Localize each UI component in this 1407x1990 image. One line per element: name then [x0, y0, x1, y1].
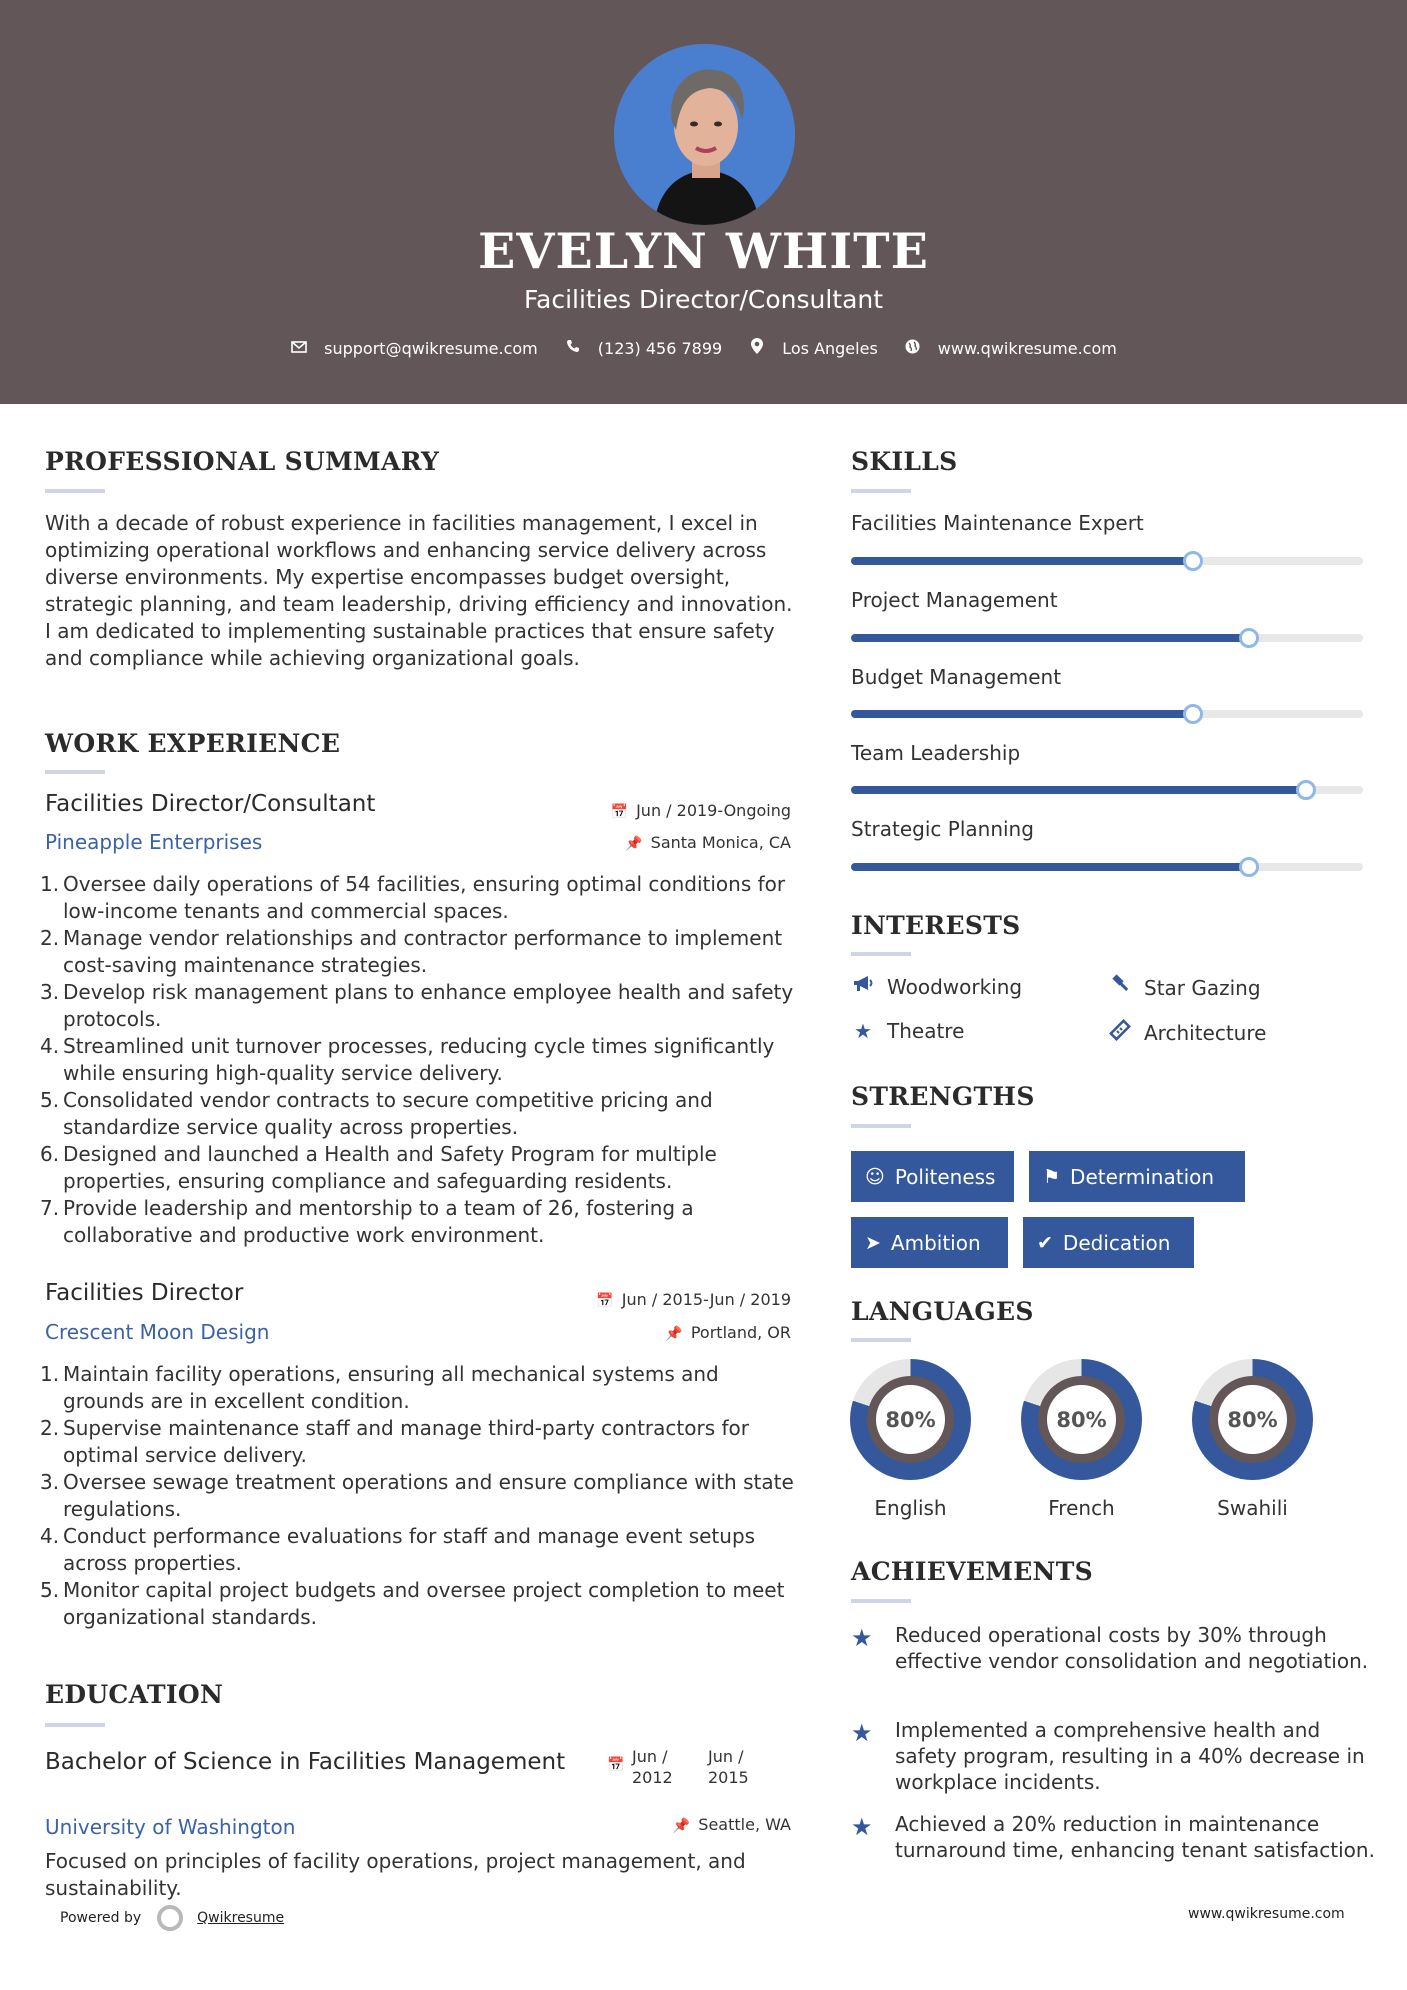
language-name: French: [1048, 1496, 1115, 1520]
job-dates: [596, 1290, 791, 1309]
job-dates-text: Jun / 2019-Ongoing: [636, 801, 791, 820]
skill-bar-fill: [851, 710, 1193, 718]
list-text: Streamlined unit turnover processes, reducing cycle times significantly while ensuring high-quality service delivery.: [63, 1034, 775, 1085]
language-ring: [1021, 1359, 1142, 1480]
list-text: Oversee daily operations of 54 facilities, ensuring optimal conditions for low-income tenants and commercial spaces.: [63, 872, 786, 923]
list-item: [40, 1415, 800, 1469]
shooting-star-icon: ★: [851, 1624, 873, 1652]
list-text: Designed and launched a Health and Safety Program for multiple properties, ensuring compliance and safeguarding residents.: [63, 1142, 717, 1193]
interest-label: Architecture: [1144, 1020, 1267, 1045]
edu-end-line: 2015: [708, 1768, 749, 1787]
check-circle-icon: ✔: [1037, 1231, 1053, 1254]
skill-name: Strategic Planning: [851, 817, 1034, 841]
school-name[interactable]: University of Washington: [45, 1815, 296, 1839]
skill-bar-knob: [1183, 551, 1203, 571]
interest-item: [1108, 974, 1261, 1001]
contact-email[interactable]: [290, 339, 538, 358]
list-number: 1.: [40, 1362, 60, 1386]
list-item: [40, 925, 800, 979]
section-divider: [45, 1723, 105, 1727]
skill-bar-knob: [1296, 780, 1316, 800]
strength-badge: [851, 1151, 1014, 1202]
list-number: 2.: [40, 1416, 60, 1440]
skill-bar-knob: [1239, 628, 1259, 648]
summary-text: With a decade of robust experience in facilities management, I excel in optimizing operational workflows and enhancing service delivery across diverse environments. My expertise encompasses budget oversight, strategic planning, and team leadership, driving efficiency and innovation. I am dedicated to implementing sustainable practices that ensure safety and compliance while achieving organizational goals.: [45, 511, 793, 670]
section-divider: [851, 1599, 911, 1603]
megaphone-icon: [851, 974, 875, 999]
company-name[interactable]: Crescent Moon Design: [45, 1320, 270, 1344]
job-responsibilities: [40, 871, 800, 1249]
skill-bar: [851, 557, 1363, 565]
achievement-text: Achieved a 20% reduction in maintenance turnaround time, enhancing tenant satisfaction.: [895, 1812, 1375, 1862]
job-title: Facilities Director: [45, 1280, 244, 1306]
contact-email-text: support@qwikresume.com: [324, 338, 538, 358]
edu-location-text: Seattle, WA: [698, 1815, 791, 1834]
strength-label: Ambition: [890, 1230, 981, 1255]
contact-website-text: www.qwikresume.com: [937, 338, 1117, 358]
edu-start-line: Jun /: [632, 1747, 668, 1766]
list-number: 2.: [40, 926, 60, 950]
list-item: [40, 1033, 800, 1087]
section-divider: [851, 1124, 911, 1128]
strength-badge: [1029, 1151, 1245, 1202]
ruler-icon: [1108, 1019, 1132, 1046]
edu-start-line: 2012: [632, 1768, 673, 1787]
qwikresume-logo-icon: [157, 1905, 183, 1931]
strength-badge: [1023, 1217, 1194, 1268]
list-item: [40, 871, 800, 925]
smile-icon: ☺: [865, 1165, 885, 1188]
job-location: [665, 1323, 791, 1342]
list-item: [40, 1469, 800, 1523]
job-title: Facilities Director/Consultant: [45, 791, 376, 817]
candidate-title: Facilities Director/Consultant: [523, 285, 884, 314]
interests-heading: INTERESTS: [851, 911, 1021, 940]
skill-name: Team Leadership: [851, 741, 1021, 765]
section-divider: [45, 770, 105, 774]
contact-phone[interactable]: [564, 339, 722, 358]
skill-name: Facilities Maintenance Expert: [851, 511, 1144, 535]
list-item: [40, 979, 800, 1033]
gavel-icon: [1108, 974, 1132, 1001]
strength-label: Politeness: [894, 1164, 996, 1189]
job-location: [625, 833, 791, 852]
languages-heading: LANGUAGES: [851, 1297, 1034, 1326]
list-item: [40, 1087, 800, 1141]
language-ring: [1192, 1359, 1313, 1480]
list-item: [40, 1141, 800, 1195]
list-text: Develop risk management plans to enhance employee health and safety protocols.: [63, 980, 794, 1031]
list-number: 5.: [40, 1578, 60, 1602]
list-number: 6.: [40, 1142, 60, 1166]
skill-bar-fill: [851, 557, 1193, 565]
achievement-text: Reduced operational costs by 30% through effective vendor consolidation and negotiation.: [895, 1623, 1369, 1673]
list-number: 1.: [40, 872, 60, 896]
interest-item: [1108, 1019, 1266, 1046]
edu-location: [673, 1815, 791, 1834]
contact-phone-text: (123) 456 7899: [597, 338, 723, 358]
list-text: Maintain facility operations, ensuring all mechanical systems and grounds are in excellent condition.: [63, 1362, 719, 1413]
calendar-icon: 📅: [607, 1757, 625, 1773]
pushpin-icon: 📌: [625, 836, 643, 852]
edu-start-date: [632, 1746, 673, 1788]
resume-header: [0, 0, 1407, 404]
skill-bar-fill: [851, 634, 1249, 642]
skill-bar: [851, 863, 1363, 871]
job-location-text: Santa Monica, CA: [650, 833, 791, 852]
education-heading: EDUCATION: [45, 1680, 224, 1709]
skill-bar: [851, 786, 1363, 794]
language-name: Swahili: [1217, 1496, 1288, 1520]
edu-end-line: Jun /: [708, 1747, 744, 1766]
list-number: 3.: [40, 1470, 60, 1494]
language-percent: 80%: [876, 1385, 945, 1454]
list-item: [40, 1523, 800, 1577]
envelope-icon: [290, 339, 308, 357]
achievement-text: Implemented a comprehensive health and safety program, resulting in a 40% decrease in workplace incidents.: [895, 1718, 1365, 1794]
profile-photo: [614, 44, 795, 225]
job-location-text: Portland, OR: [690, 1323, 791, 1342]
shooting-star-icon: ★: [851, 1813, 873, 1841]
language-percent: 80%: [1047, 1385, 1116, 1454]
list-number: 3.: [40, 980, 60, 1004]
strengths-heading: STRENGTHS: [851, 1082, 1035, 1111]
rocket-icon: ➤: [865, 1231, 881, 1254]
skill-bar-knob: [1239, 857, 1259, 877]
skill-bar-fill: [851, 786, 1306, 794]
company-name[interactable]: Pineapple Enterprises: [45, 830, 263, 854]
language-ring-inner: [1038, 1376, 1125, 1463]
contact-location-text: Los Angeles: [782, 338, 878, 358]
list-number: 7.: [40, 1196, 60, 1220]
powered-by: [60, 1905, 284, 1931]
language-ring-inner: [1209, 1376, 1296, 1463]
language-percent: 80%: [1218, 1385, 1287, 1454]
list-item: [40, 1361, 800, 1415]
list-number: 4.: [40, 1524, 60, 1548]
job-responsibilities: [40, 1361, 800, 1631]
edu-end-date: [708, 1746, 749, 1788]
list-number: 4.: [40, 1034, 60, 1058]
powered-by-label: Powered by: [60, 1910, 142, 1926]
skill-bar-fill: [851, 863, 1249, 871]
language-name: English: [874, 1496, 947, 1520]
section-divider: [851, 1338, 911, 1342]
degree-name: Bachelor of Science in Facilities Management: [45, 1749, 566, 1775]
job-dates: [611, 801, 791, 820]
flag-icon: ⚑: [1043, 1165, 1061, 1188]
star-icon: ★: [854, 1019, 872, 1043]
contact-location: [748, 338, 878, 358]
list-item: [40, 1195, 800, 1249]
list-text: Conduct performance evaluations for staff and manage event setups across properties.: [63, 1524, 756, 1575]
strength-label: Determination: [1070, 1164, 1215, 1189]
interest-label: Theatre: [887, 1019, 965, 1043]
skill-name: Budget Management: [851, 665, 1062, 689]
footer-url[interactable]: www.qwikresume.com: [1188, 1906, 1345, 1922]
list-text: Monitor capital project budgets and oversee project completion to meet organizational standards.: [63, 1578, 785, 1629]
calendar-icon: 📅: [596, 1293, 614, 1309]
list-item: [40, 1577, 800, 1631]
list-text: Oversee sewage treatment operations and ensure compliance with state regulations.: [63, 1470, 794, 1521]
section-divider: [851, 952, 911, 956]
interest-label: Star Gazing: [1144, 975, 1261, 1000]
interest-label: Woodworking: [887, 974, 1023, 999]
map-pin-icon: [748, 338, 766, 358]
list-text: Provide leadership and mentorship to a team of 26, fostering a collaborative and productive work environment.: [63, 1196, 694, 1247]
shooting-star-icon: ★: [851, 1719, 873, 1747]
qwikresume-link[interactable]: Qwikresume: [197, 1910, 285, 1926]
globe-icon: [904, 339, 922, 358]
experience-heading: WORK EXPERIENCE: [45, 729, 341, 758]
job-dates-text: Jun / 2015-Jun / 2019: [621, 1290, 791, 1309]
strength-label: Dedication: [1062, 1230, 1171, 1255]
section-divider: [851, 489, 911, 493]
list-number: 5.: [40, 1088, 60, 1112]
list-text: Manage vendor relationships and contractor performance to implement cost-saving maintenance strategies.: [63, 926, 783, 977]
phone-icon: [564, 339, 582, 357]
skill-name: Project Management: [851, 588, 1058, 612]
language-ring-inner: [867, 1376, 954, 1463]
candidate-name: EVELYN WHITE: [478, 222, 929, 280]
list-text: Supervise maintenance staff and manage third-party contractors for optimal service delivery.: [63, 1416, 749, 1467]
summary-heading: PROFESSIONAL SUMMARY: [45, 447, 440, 476]
skill-bar: [851, 634, 1363, 642]
contact-website[interactable]: [904, 339, 1117, 358]
skill-bar: [851, 710, 1363, 718]
contact-bar: [0, 338, 1407, 358]
skill-bar-knob: [1183, 704, 1203, 724]
interest-item: [851, 1019, 964, 1043]
section-divider: [45, 489, 105, 493]
strength-badge: [851, 1217, 1008, 1268]
language-ring: [850, 1359, 971, 1480]
education-description: Focused on principles of facility operations, project management, and sustainability.: [45, 1849, 746, 1900]
calendar-icon: 📅: [610, 804, 629, 820]
list-text: Consolidated vendor contracts to secure competitive pricing and standardize service quality across properties.: [63, 1088, 713, 1139]
interest-item: [851, 974, 1022, 999]
pushpin-icon: 📌: [665, 1326, 683, 1342]
pushpin-icon: 📌: [672, 1818, 691, 1834]
achievements-heading: ACHIEVEMENTS: [851, 1557, 1093, 1586]
skills-heading: SKILLS: [851, 447, 958, 476]
